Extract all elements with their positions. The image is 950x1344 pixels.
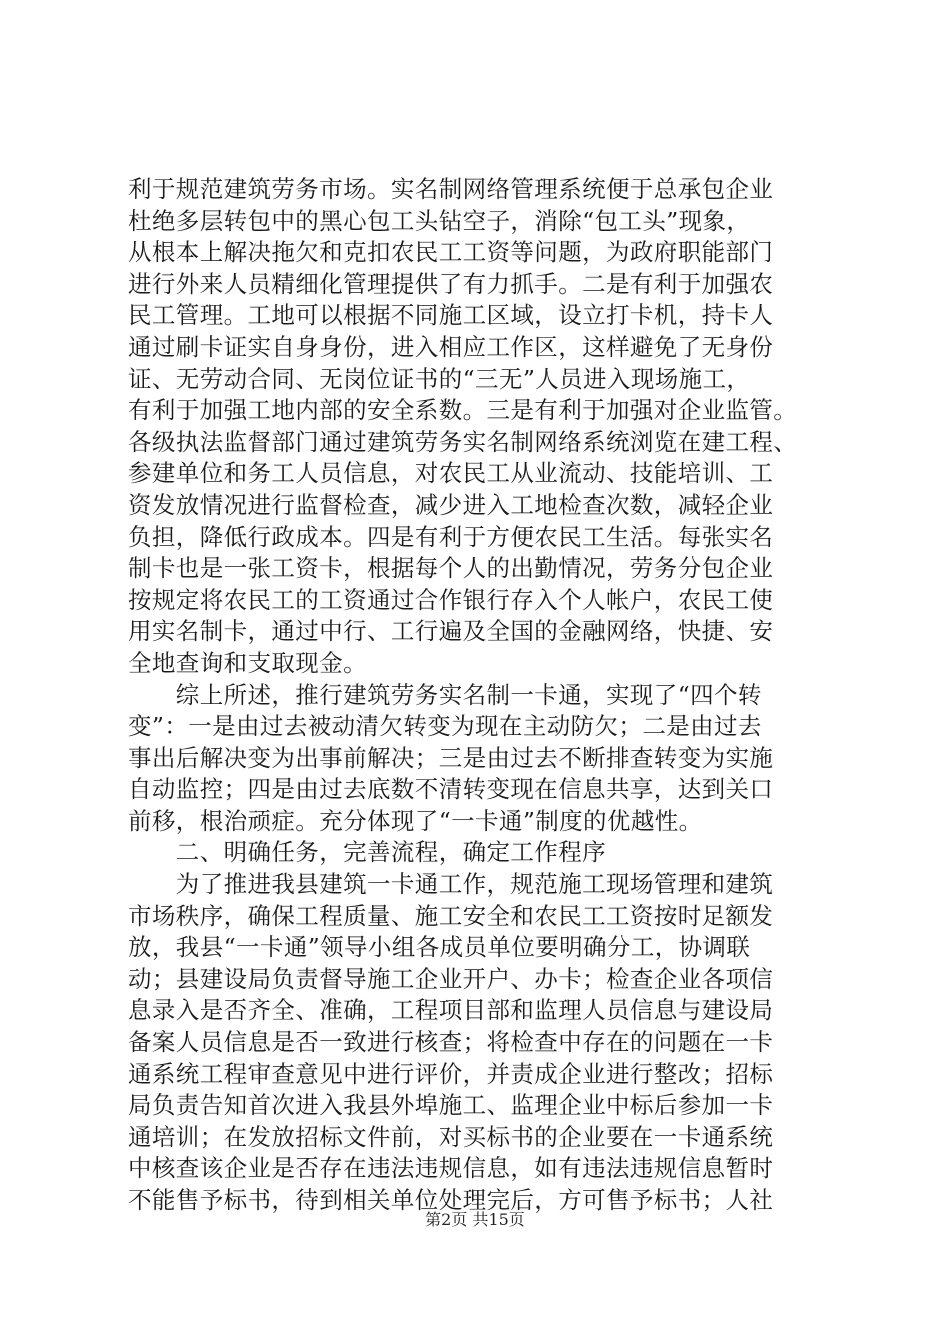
text-line: 有利于加强工地内部的安全系数。三是有利于加强对企业监管。 <box>128 396 798 425</box>
text-line: 通培训；在发放招标文件前，对买标书的企业要在一卡通系统 <box>128 1122 774 1151</box>
text-line: 中核查该企业是否存在违法违规信息，如有违法违规信息暂时 <box>128 1154 774 1183</box>
text-line: 自动监控；四是由过去底数不清转变现在信息共享，达到关口 <box>128 775 774 804</box>
text-line: 资发放情况进行监督检查，减少进入工地检查次数，减轻企业 <box>128 490 774 519</box>
text-line: 变”：一是由过去被动清欠转变为现在主动防欠；二是由过去 <box>128 712 762 741</box>
text-line: 动；县建设局负责督导施工企业开户、办卡；检查企业各项信 <box>128 964 774 993</box>
text-line: 从根本上解决拖欠和克扣农民工工资等问题，为政府职能部门 <box>128 238 774 267</box>
text-line: 按规定将农民工的工资通过合作银行存入个人帐户，农民工使 <box>128 585 774 614</box>
text-line: 事出后解决变为出事前解决；三是由过去不断排查转变为实施 <box>128 743 774 772</box>
text-line: 通系统工程审查意见中进行评价，并责成企业进行整改；招标 <box>128 1059 774 1088</box>
text-line: 参建单位和务工人员信息，对农民工从业流动、技能培训、工 <box>128 459 774 488</box>
text-line: 不能售予标书，待到相关单位处理完后，方可售予标书；人社 <box>128 1186 774 1214</box>
text-line: 各级执法监督部门通过建筑劳务实名制网络系统浏览在建工程、 <box>128 427 798 456</box>
text-line: 进行外来人员精细化管理提供了有力抓手。二是有利于加强农 <box>128 269 774 298</box>
text-line: 利于规范建筑劳务市场。实名制网络管理系统便于总承包企业 <box>128 175 774 203</box>
text-line: 综上所述，推行建筑劳务实名制一卡通，实现了“四个转 <box>128 680 762 709</box>
text-line: 民工管理。工地可以根据不同施工区域，设立打卡机，持卡人 <box>128 301 774 330</box>
text-line: 前移，根治顽症。充分体现了“一卡通”制度的优越性。 <box>128 806 703 835</box>
text-line: 局负责告知首次进入我县外埠施工、监理企业中标后参加一卡 <box>128 1091 774 1120</box>
text-line: 市场秩序，确保工程质量、施工安全和农民工工资按时足额发 <box>128 901 774 930</box>
text-line: 放，我县“一卡通”领导小组各成员单位要明确分工，协调联 <box>128 933 751 962</box>
page-footer: 第2页 共15页 <box>425 1210 525 1229</box>
body-text <box>128 174 848 1217</box>
text-line: 制卡也是一张工资卡，根据每个人的出勤情况，劳务分包企业 <box>128 554 774 583</box>
text-line: 证、无劳动合同、无岗位证书的“三无”人员进入现场施工， <box>128 364 751 393</box>
text-line: 用实名制卡，通过中行、工行遍及全国的金融网络，快捷、安 <box>128 617 774 646</box>
text-line: 二、明确任务，完善流程，确定工作程序 <box>128 838 606 867</box>
text-line: 全地查询和支取现金。 <box>128 648 367 677</box>
text-line: 杜绝多层转包中的黑心包工头钻空子，消除“包工头”现象， <box>128 206 751 235</box>
text-line: 为了推进我县建筑一卡通工作，规范施工现场管理和建筑 <box>128 870 774 899</box>
text-line: 负担，降低行政成本。四是有利于方便农民工生活。每张实名 <box>128 522 774 551</box>
text-line: 息录入是否齐全、准确，工程项目部和监理人员信息与建设局 <box>128 996 774 1025</box>
text-line: 通过刷卡证实自身身份，进入相应工作区，这样避免了无身份 <box>128 332 774 361</box>
text-line: 备案人员信息是否一致进行核查；将检查中存在的问题在一卡 <box>128 1028 774 1057</box>
